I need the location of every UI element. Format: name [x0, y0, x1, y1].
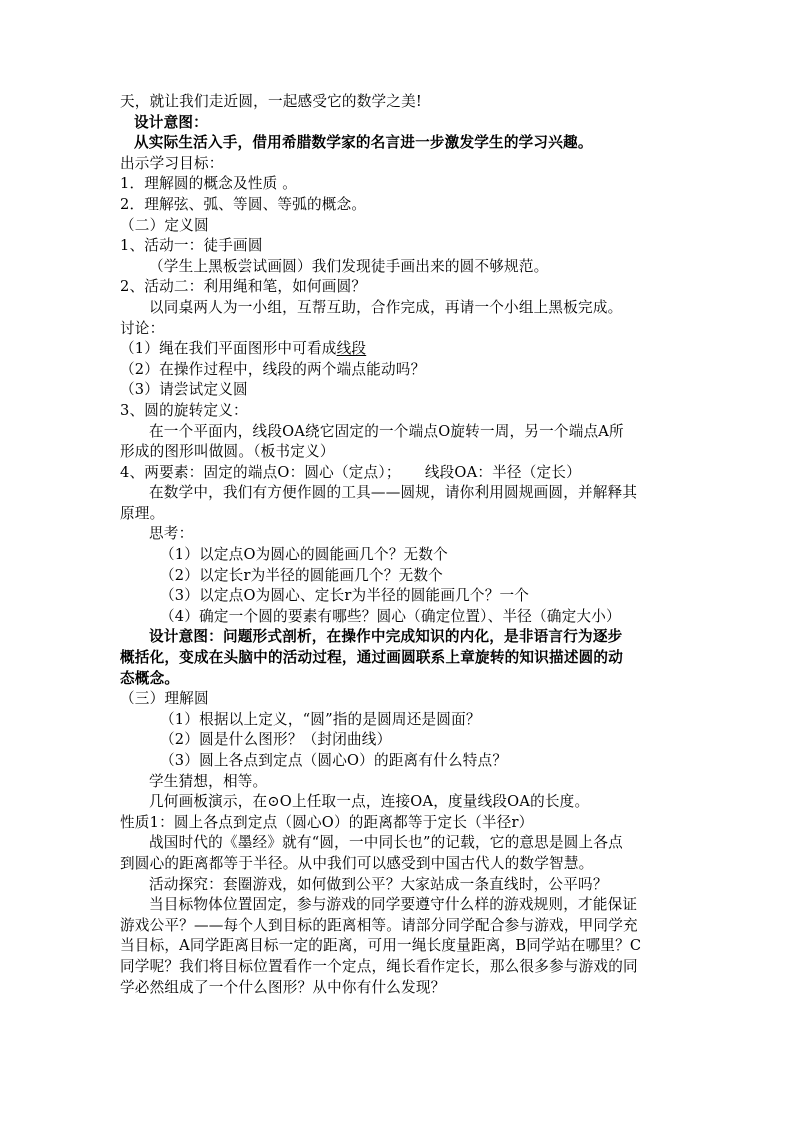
activity-2-text: 以同桌两人为一小组，互帮互助，合作完成，再请一个小组上黑板完成。 [149, 298, 623, 316]
activity-1-heading: 1、活动一：徒手画圆 [120, 237, 263, 255]
activity-explore: 活动探究：套圈游戏，如何做到公平？大家站成一条直线时，公平吗？ [149, 875, 608, 893]
geometry-demo: 几何画板演示，在⊙O上任取一点，连接OA，度量线段OA的长度。 [149, 793, 590, 811]
objectives-heading: 出示学习目标： [120, 154, 224, 172]
game-text-5: 学必然组成了一个什么图形？从中你有什么发现？ [120, 978, 446, 996]
design-intent-text: 从实际生活入手，借用希腊数学家的名言进一步激发学生的学习兴趣。 [134, 134, 593, 152]
discussion-item-3: （3）请尝试定义圆 [120, 381, 248, 399]
intro-line: 天，就让我们走近圆，一起感受它的数学之美! [120, 93, 422, 110]
design-intent-2-line-3: 态概念。 [120, 669, 180, 687]
game-text-2: 游戏公平？——每个人到目标的距离相等。请部分同学配合参与游戏，甲同学充 [120, 916, 638, 934]
mojing-text-2: 到圆心的距离都等于半径。从中我们可以感受到中国古代人的数学智慧。 [120, 854, 594, 872]
mojing-text-1: 战国时代的《墨经》就有“圆，一中同长也”的记载，它的意思是圆上各点 [149, 834, 623, 852]
design-intent-heading: 设计意图： [134, 113, 208, 131]
section-3-heading: （三）理解圆 [120, 690, 209, 708]
thinking-heading: 思考： [149, 525, 194, 543]
game-text-3: 当目标，A同学距离目标一定的距离，可用一绳长度量距离，B同学站在哪里？C [120, 937, 642, 955]
objective-2: 2．理解弦、弧、等圆、等弧的概念。 [120, 195, 367, 213]
design-intent-2-line-1: 设计意图：问题形式剖析，在操作中完成知识的内化，是非语言行为逐步 [149, 628, 623, 646]
activity-1-text: （学生上黑板尝试画圆）我们发现徒手画出来的圆不够规范。 [149, 257, 549, 275]
game-text-1: 当目标物体位置固定，参与游戏的同学要遵守什么样的游戏规则，才能保证 [149, 896, 638, 914]
section-2-heading: （二）定义圆 [120, 216, 209, 234]
understand-item-2: （2）圆是什么图形？（封闭曲线） [160, 731, 392, 749]
compass-text-1: 在数学中，我们有方便作圆的工具——圆规，请你利用圆规画圆，并解释其 [149, 484, 638, 502]
understand-item-1: （1）根据以上定义，“圆”指的是圆周还是圆面？ [160, 710, 481, 728]
compass-text-2: 原理。 [120, 504, 165, 522]
discussion-heading: 讨论： [120, 319, 165, 337]
discussion-item-2: （2）在操作过程中，线段的两个端点能动吗？ [120, 360, 426, 378]
two-elements-line: 4、两要素：固定的端点O：圆心（定点）； 线段OA：半径（定长） [120, 463, 581, 481]
student-guess: 学生猜想，相等。 [149, 772, 268, 790]
design-intent-2-line-2: 概括化，变成在头脑中的活动过程，通过画圆联系上章旋转的知识描述圆的动 [120, 649, 623, 667]
rotation-definition-text-1: 在一个平面内，线段OA绕它固定的一个端点O旋转一周，另一个端点A所 [149, 422, 624, 440]
rotation-definition-heading: 3、圆的旋转定义： [120, 401, 248, 419]
activity-2-heading: 2、活动二：利用绳和笔，如何画圆？ [120, 278, 367, 296]
thinking-item-4: （4）确定一个圆的要素有哪些？圆心（确定位置）、半径（确定大小） [160, 607, 621, 625]
discussion-item-1 [120, 339, 680, 360]
understand-item-3: （3）圆上各点到定点（圆心O）的距离有什么特点？ [160, 752, 508, 769]
property-1: 性质1：圆上各点到定点（圆心O）的距离都等于定长（半径r） [120, 813, 534, 831]
game-text-4: 同学呢？我们将目标位置看作一个定点，绳长看作定长，那么很多参与游戏的同 [120, 957, 638, 975]
underlined-term: 线段 [336, 340, 367, 358]
objective-1: 1．理解圆的概念及性质 。 [120, 175, 298, 193]
rotation-definition-text-2: 形成的图形叫做圆。（板书定义） [120, 443, 335, 461]
thinking-item-2: （2）以定长r为半径的圆能画几个？无数个 [160, 566, 443, 584]
thinking-item-1: （1）以定点O为圆心的圆能画几个？无数个 [160, 546, 448, 564]
thinking-item-3: （3）以定点O为圆心、定长r为半径的圆能画几个？一个 [160, 587, 530, 605]
discussion-item-1-text: （1）绳在我们平面图形中可看成线段 [120, 340, 367, 358]
document-page [120, 92, 680, 998]
